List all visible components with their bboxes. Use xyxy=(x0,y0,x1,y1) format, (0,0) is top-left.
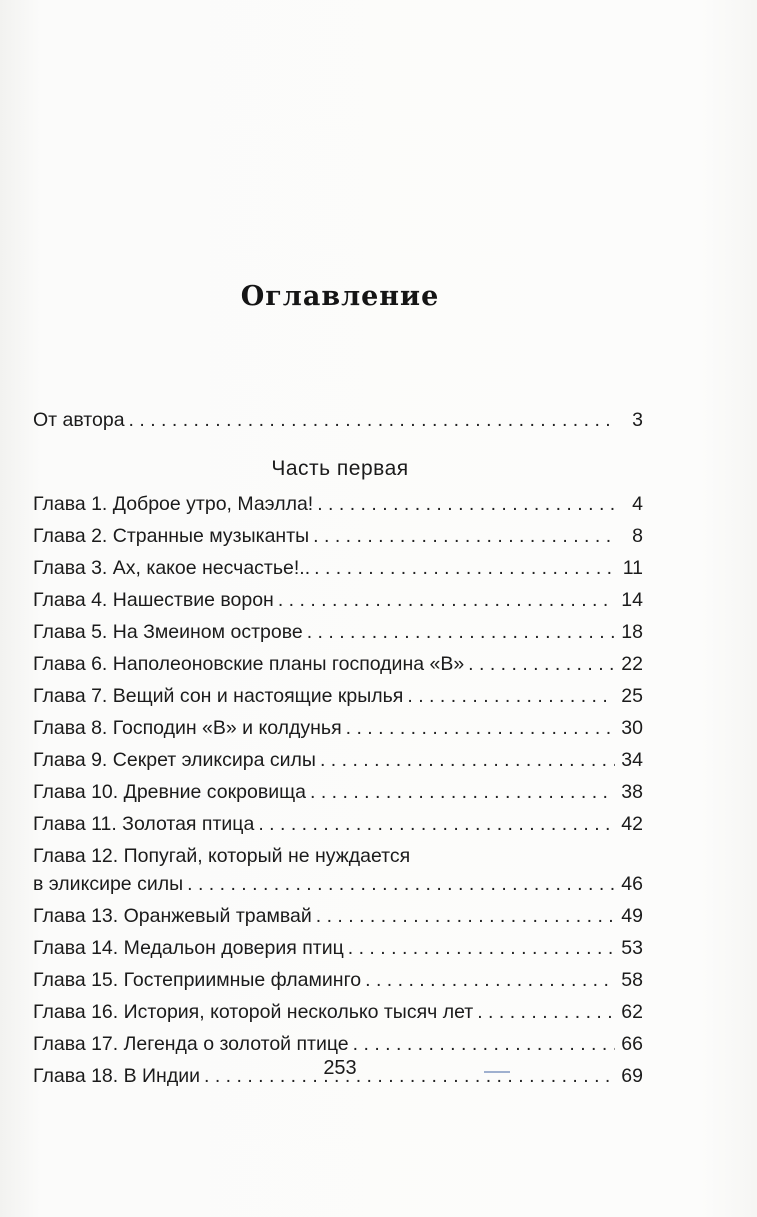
toc-entry xyxy=(33,808,643,840)
toc-entry-page: 25 xyxy=(621,685,643,707)
part-title: Часть первая xyxy=(271,457,409,480)
toc-entry-page: 14 xyxy=(621,589,643,611)
dot-leader xyxy=(407,680,615,712)
toc-entry-label: Глава 9. Секрет эликсира силы xyxy=(33,749,316,771)
toc-entry xyxy=(33,584,643,616)
toc-entry-page: 3 xyxy=(632,409,643,431)
toc-entry-label: Глава 1. Доброе утро, Маэлла! xyxy=(33,493,314,515)
toc-entry-label: Глава 13. Оранжевый трамвай xyxy=(33,905,312,927)
dot-leader xyxy=(314,552,615,584)
toc-entry xyxy=(33,616,643,648)
toc-entry-page: 38 xyxy=(621,781,643,803)
toc-entry-label: Глава 7. Вещий сон и настоящие крылья xyxy=(33,685,404,707)
toc-entry xyxy=(33,1028,643,1060)
toc-entry-label: Глава 14. Медальон доверия птиц xyxy=(33,937,344,959)
dot-leader xyxy=(187,868,615,900)
toc-entry xyxy=(33,996,643,1028)
toc-entry-page: 30 xyxy=(621,717,643,739)
dot-leader xyxy=(313,520,615,552)
toc-entry-page: 42 xyxy=(621,813,643,835)
toc-entry xyxy=(33,648,643,680)
dot-leader xyxy=(278,584,615,616)
toc-entry-label: Глава 10. Древние сокровища xyxy=(33,781,306,803)
dot-leader xyxy=(316,900,615,932)
dot-leader xyxy=(353,1028,615,1060)
toc-entry-label: Глава 16. История, которой несколько тысяч лет xyxy=(33,1001,474,1023)
toc-entry-page: 34 xyxy=(621,749,643,771)
toc-entry-label: Глава 11. Золотая птица xyxy=(33,813,255,835)
toc-entry-page: 69 xyxy=(621,1065,643,1087)
toc-entry-label: Глава 15. Гостеприимные фламинго xyxy=(33,969,362,991)
toc-entry-label: Глава 8. Господин «В» и колдунья xyxy=(33,717,342,739)
toc-entry-page: 58 xyxy=(621,969,643,991)
toc-entry-page: 46 xyxy=(621,873,643,895)
toc-entry-label-line xyxy=(33,840,643,868)
toc-entry xyxy=(33,680,643,712)
dot-leader xyxy=(320,744,615,776)
toc-entry xyxy=(33,964,643,996)
dot-leader xyxy=(468,648,615,680)
toc-entry-page: 66 xyxy=(621,1033,643,1055)
toc-entry xyxy=(33,712,643,744)
toc-entry-page: 11 xyxy=(622,557,643,579)
dot-leader xyxy=(346,712,615,744)
page-title: Оглавление xyxy=(240,281,440,312)
toc-entry-intro xyxy=(33,404,643,436)
toc-entry-page: 8 xyxy=(632,525,643,547)
dot-leader xyxy=(258,808,615,840)
toc-entry xyxy=(33,868,643,900)
toc-entry-page: 62 xyxy=(621,1001,643,1023)
toc-entry-label: Глава 12. Попугай, который не нуждается xyxy=(33,845,411,867)
margin-mark xyxy=(484,1071,510,1073)
toc-intro xyxy=(33,404,643,436)
dot-leader xyxy=(310,776,615,808)
toc-chapters xyxy=(33,488,643,1092)
toc-entry xyxy=(33,744,643,776)
toc-entry xyxy=(33,552,643,584)
toc-entry xyxy=(33,900,643,932)
dot-leader xyxy=(477,996,615,1028)
toc-entry-label: Глава 18. В Индии xyxy=(33,1065,200,1087)
toc-entry-page: 49 xyxy=(621,905,643,927)
toc-entry-label: Глава 3. Ах, какое несчастье!.. xyxy=(33,557,311,579)
toc-entry-label: Глава 2. Странные музыканты xyxy=(33,525,310,547)
dot-leader xyxy=(129,404,615,436)
toc-entry-page: 22 xyxy=(621,653,643,675)
dot-leader xyxy=(365,964,615,996)
dot-leader xyxy=(317,488,615,520)
toc-entry-label: От автора xyxy=(33,409,125,431)
page-number: 253 xyxy=(323,1057,357,1079)
dot-leader xyxy=(307,616,615,648)
toc-entry-label: Глава 6. Наполеоновские планы господина «В» xyxy=(33,653,465,675)
toc-entry-label: Глава 5. На Змеином острове xyxy=(33,621,303,643)
toc-entry-page: 4 xyxy=(632,493,643,515)
toc-entry-label: Глава 4. Нашествие ворон xyxy=(33,589,274,611)
dot-leader xyxy=(348,932,615,964)
toc-entry-label: Глава 17. Легенда о золотой птице xyxy=(33,1033,349,1055)
toc-entry xyxy=(33,932,643,964)
toc-entry xyxy=(33,520,643,552)
toc-entry xyxy=(33,488,643,520)
toc-entry xyxy=(33,776,643,808)
toc-entry-page: 53 xyxy=(621,937,643,959)
toc-entry-label-continuation: в эликсире силы xyxy=(33,873,184,895)
toc-entry-page: 18 xyxy=(621,621,643,643)
